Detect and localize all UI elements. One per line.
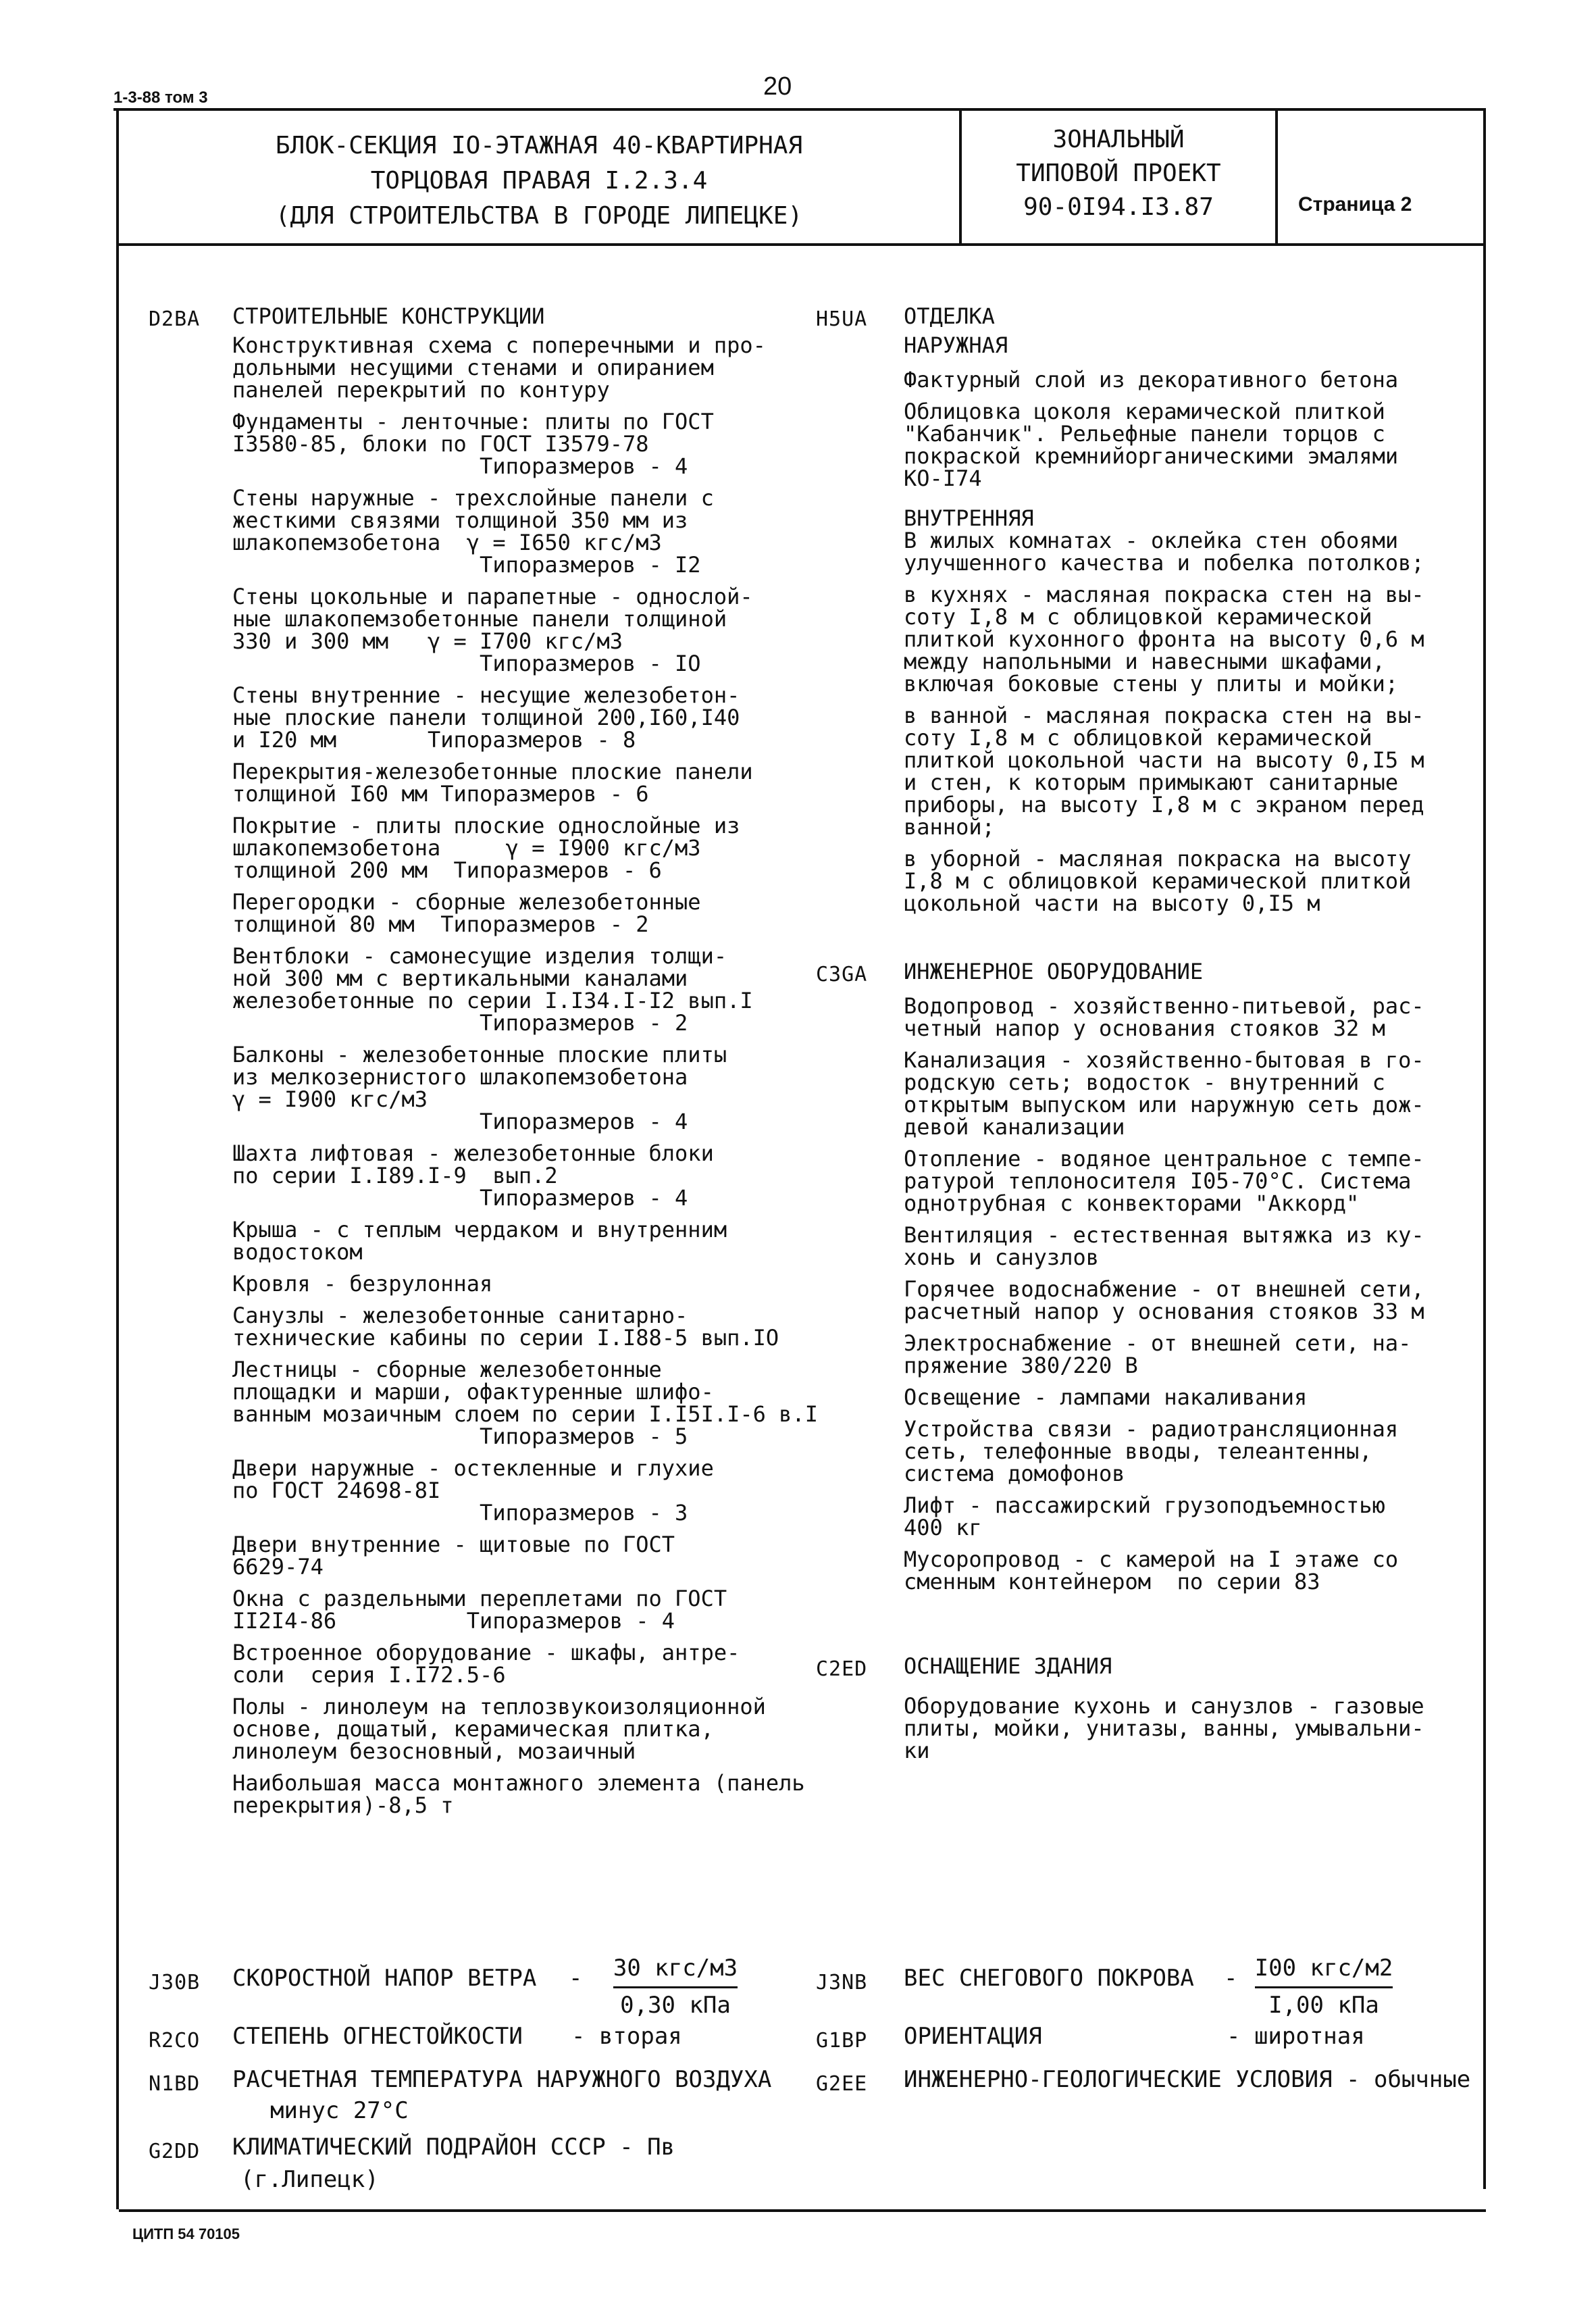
engineering-item: Водопровод - хозяйственно-питьевой, рас- четный напор у основания стояков 32 м [904, 993, 1424, 1041]
inner-finish-item: В жилых комнатах - оклейка стен обоями улучшенного качества и побелка потолков; [904, 528, 1424, 576]
outer-finish-item: Облицовка цоколя керамической плиткой "Кабанчик". Рельефные панели торцов с покраской кремнийорганическими эмалями КО-I74 [904, 399, 1399, 491]
project-line-1: ЗОНАЛЬНЫЙ [1052, 126, 1185, 153]
geology-code: G2EE [816, 2072, 868, 2096]
equipment-heading: ОСНАЩЕНИЕ ЗДАНИЯ [904, 1653, 1112, 1679]
structure-item: Двери внутренние - щитовые по ГОСТ 6629-74 [232, 1532, 675, 1580]
climate-code: G2DD [149, 2140, 201, 2163]
snow-value [1243, 1951, 1405, 2022]
project-line-3: 90-0I94.I3.87 [1023, 193, 1214, 221]
snow-code: J3NB [816, 1971, 868, 1994]
wind-label: СКОРОСТНОЙ НАПОР ВЕТРА [232, 1965, 537, 1992]
section-code-engineering: C3GA [816, 963, 868, 986]
structure-item: Санузлы - железобетонные санитарно- технические кабины по серии I.I88-5 вып.IO [232, 1303, 779, 1351]
inner-finish-item: в ванной - масляная покраска стен на вы- соту I,8 м с облицовкой керамической плиткой цокольной части на высоту 0,I5 м и стен, к которым примыкают санитарные приборы, на высоту I,8 м с экраном перед ванной; [904, 703, 1424, 840]
footer-code: ЦИТП 54 70105 [132, 2225, 240, 2242]
equipment-column [904, 1655, 1478, 1762]
structure-item: Фундаменты - ленточные: плиты по ГОСТ I3580-85, блоки по ГОСТ I3579-78 Типоразмеров - 4 [232, 409, 714, 479]
finishing-column [904, 305, 1478, 915]
header-left-border [116, 108, 119, 246]
wind-code: J30B [149, 1971, 201, 1994]
page-number: 20 [763, 72, 792, 101]
header-divider-1 [959, 108, 962, 246]
structure-item: Кровля - безрулонная [232, 1271, 493, 1297]
structure-item: Покрытие - плиты плоские однослойные из шлакопемзобетона γ = I900 кгс/м3 толщиной 200 мм Типоразмеров - 6 [232, 813, 740, 883]
engineering-item: Отопление - водяное центральное с темпе- ратурой теплоносителя I05-70°С. Система однотрубная с конвекторами "Аккорд" [904, 1146, 1424, 1216]
project-line-2: ТИПОВОЙ ПРОЕКТ [1016, 159, 1221, 187]
page-right-border [1483, 243, 1486, 2189]
header-title [122, 128, 956, 234]
finishing-heading: ОТДЕЛКА [904, 303, 995, 329]
engineering-column [904, 961, 1478, 1593]
header-right-border [1483, 108, 1486, 246]
section-code-structures: D2BA [149, 307, 201, 331]
structure-item: Двери наружные - остекленные и глухие по ГОСТ 24698-8I Типоразмеров - 3 [232, 1455, 714, 1526]
engineering-item: Горячее водоснабжение - от внешней сети, расчетный напор у основания стояков 33 м [904, 1276, 1424, 1324]
geology-label: ИНЖЕНЕРНО-ГЕОЛОГИЧЕСКИЕ УСЛОВИЯ - обычные [904, 2066, 1471, 2093]
snow-dash: - [1224, 1965, 1238, 1992]
structure-item: Конструктивная схема с поперечными и про- дольными несущими стенами и опиранием панелей перекрытий по контуру [232, 332, 766, 403]
structure-item: Шахта лифтовая - железобетонные блоки по серии I.I89.I-9 вып.2 Типоразмеров - 4 [232, 1140, 714, 1211]
temperature-value: минус 27°С [270, 2097, 409, 2124]
structure-item: Стены наружные - трехслойные панели с жесткими связями толщиной 350 мм из шлакопемзобетона γ = I650 кгс/м3 Типоразмеров - I2 [232, 485, 714, 578]
project-designation [963, 123, 1274, 224]
header-bottom-border [116, 243, 1486, 246]
header-title-line-2: ТОРЦОВАЯ ПРАВАЯ I.2.3.4 [370, 167, 708, 195]
engineering-item: Вентиляция - естественная вытяжка из ку- хонь и санузлов [904, 1222, 1424, 1270]
header-divider-2 [1275, 108, 1278, 246]
structure-item: Балконы - железобетонные плоские плиты из мелкозернистого шлакопемзобетона γ = I900 кгс/м3 Типоразмеров - 4 [232, 1042, 727, 1134]
snow-label: ВЕС СНЕГОВОГО ПОКРОВА [904, 1965, 1194, 1992]
fire-value: - вторая [571, 2023, 682, 2050]
inner-finish-item: в уборной - масляная покраска на высоту I,8 м с облицовкой керамической плиткой цокольной части на высоту 0,I5 м [904, 846, 1412, 916]
wind-value-numerator: 30 кгс/м3 [613, 1951, 738, 1988]
structure-item: Крыша - с теплым чердаком и внутренним водостоком [232, 1217, 727, 1265]
engineering-item: Канализация - хозяйственно-бытовая в го- родскую сеть; водосток - внутренний с открытым выпуском или наружную сеть дож- девой канализации [904, 1047, 1424, 1140]
header-title-line-3: (ДЛЯ СТРОИТЕЛЬСТВА В ГОРОДЕ ЛИПЕЦКЕ) [275, 202, 803, 230]
page-left-border [116, 243, 119, 2209]
engineering-item: Лифт - пассажирский грузоподъемностью 400 кг [904, 1492, 1385, 1540]
section-code-equipment: C2ED [816, 1657, 868, 1681]
orientation-label: ОРИЕНТАЦИЯ [904, 2023, 1042, 2050]
wind-value [594, 1951, 756, 2022]
structures-heading: СТРОИТЕЛЬНЫЕ КОНСТРУКЦИИ [232, 303, 545, 329]
document-reference: 1-3-88 том 3 [113, 89, 208, 107]
engineering-heading: ИНЖЕНЕРНОЕ ОБОРУДОВАНИЕ [904, 959, 1204, 984]
structures-column [232, 303, 818, 1818]
structure-item: Перекрытия-железобетонные плоские панели толщиной I60 мм Типоразмеров - 6 [232, 759, 753, 807]
outer-finish-subheading: НАРУЖНАЯ [904, 332, 1008, 358]
climate-value: (г.Липецк) [240, 2166, 379, 2193]
structure-item: Вентблоки - самонесущие изделия толщи- ной 300 мм с вертикальными каналами железобетонные по серии I.I34.I-I2 вып.I Типоразмеров - 2 [232, 943, 753, 1036]
structure-item: Встроенное оборудование - шкафы, антре- соли серия I.I72.5-6 [232, 1640, 740, 1688]
sheet-label: Страница 2 [1298, 193, 1412, 216]
structure-item: Перегородки - сборные железобетонные толщиной 80 мм Типоразмеров - 2 [232, 889, 701, 937]
wind-dash: - [569, 1965, 583, 1992]
structure-item: Наибольшая масса монтажного элемента (панель перекрытия)-8,5 т [232, 1770, 805, 1818]
orientation-value: - широтная [1227, 2023, 1365, 2050]
engineering-item: Электроснабжение - от внешней сети, на- пряжение 380/220 В [904, 1330, 1412, 1378]
engineering-item: Мусоропровод - с камерой на I этаже со сменным контейнером по серии 83 [904, 1546, 1399, 1594]
header-top-border [113, 108, 1485, 111]
snow-value-denominator: I,00 кПа [1268, 1992, 1379, 2019]
equipment-item: Оборудование кухонь и санузлов - газовые плиты, мойки, унитазы, ванны, умывальни- ки [904, 1693, 1424, 1763]
structure-item: Стены цокольные и парапетные - однослой- ные шлакопемзобетонные панели толщиной 330 и 300 мм γ = I700 кгс/м3 Типоразмеров - IO [232, 584, 753, 676]
structure-item: Окна с раздельными переплетами по ГОСТ II2I4-86 Типоразмеров - 4 [232, 1586, 727, 1634]
fire-code: R2CO [149, 2029, 201, 2053]
section-code-finishing: H5UA [816, 307, 868, 331]
inner-finish-item: в кухнях - масляная покраска стен на вы- соту I,8 м с облицовкой керамической плиткой кухонного фронта на высоту 0,6 м между напольными и навесными шкафами, включая боковые стены у плиты и мойки; [904, 582, 1424, 697]
structure-item: Лестницы - сборные железобетонные площадки и марши, офактуренные шлифо- ванным мозаичным слоем по серии I.I5I.I-6 в.I Типоразмеров - 5 [232, 1357, 818, 1449]
snow-value-numerator: I00 кгс/м2 [1255, 1951, 1393, 1988]
page-bottom-border [119, 2209, 1486, 2212]
orientation-code: G1BP [816, 2029, 868, 2053]
temperature-label: РАСЧЕТНАЯ ТЕМПЕРАТУРА НАРУЖНОГО ВОЗДУХА [232, 2066, 772, 2093]
fire-label: СТЕПЕНЬ ОГНЕСТОЙКОСТИ [232, 2023, 523, 2050]
outer-finish-item: Фактурный слой из декоративного бетона [904, 367, 1399, 393]
structure-item: Стены внутренние - несущие железобетон- ные плоские панели толщиной 200,I60,I40 и I20 мм Типоразмеров - 8 [232, 682, 740, 753]
wind-value-denominator: 0,30 кПа [620, 1992, 731, 2019]
structure-item: Полы - линолеум на теплозвукоизоляционной основе, дощатый, керамическая плитка, линолеум безосновный, мозаичный [232, 1694, 766, 1764]
engineering-item: Устройства связи - радиотрансляционная сеть, телефонные вводы, телеантенны, система домофонов [904, 1416, 1399, 1486]
inner-finish-subheading: ВНУТРЕННЯЯ [904, 505, 1034, 531]
temperature-code: N1BD [149, 2072, 201, 2096]
engineering-item: Освещение - лампами накаливания [904, 1384, 1308, 1410]
climate-label: КЛИМАТИЧЕСКИЙ ПОДРАЙОН СССР - Пв [232, 2134, 675, 2161]
header-title-line-1: БЛОК-СЕКЦИЯ IO-ЭТАЖНАЯ 40-КВАРТИРНАЯ [275, 132, 803, 159]
